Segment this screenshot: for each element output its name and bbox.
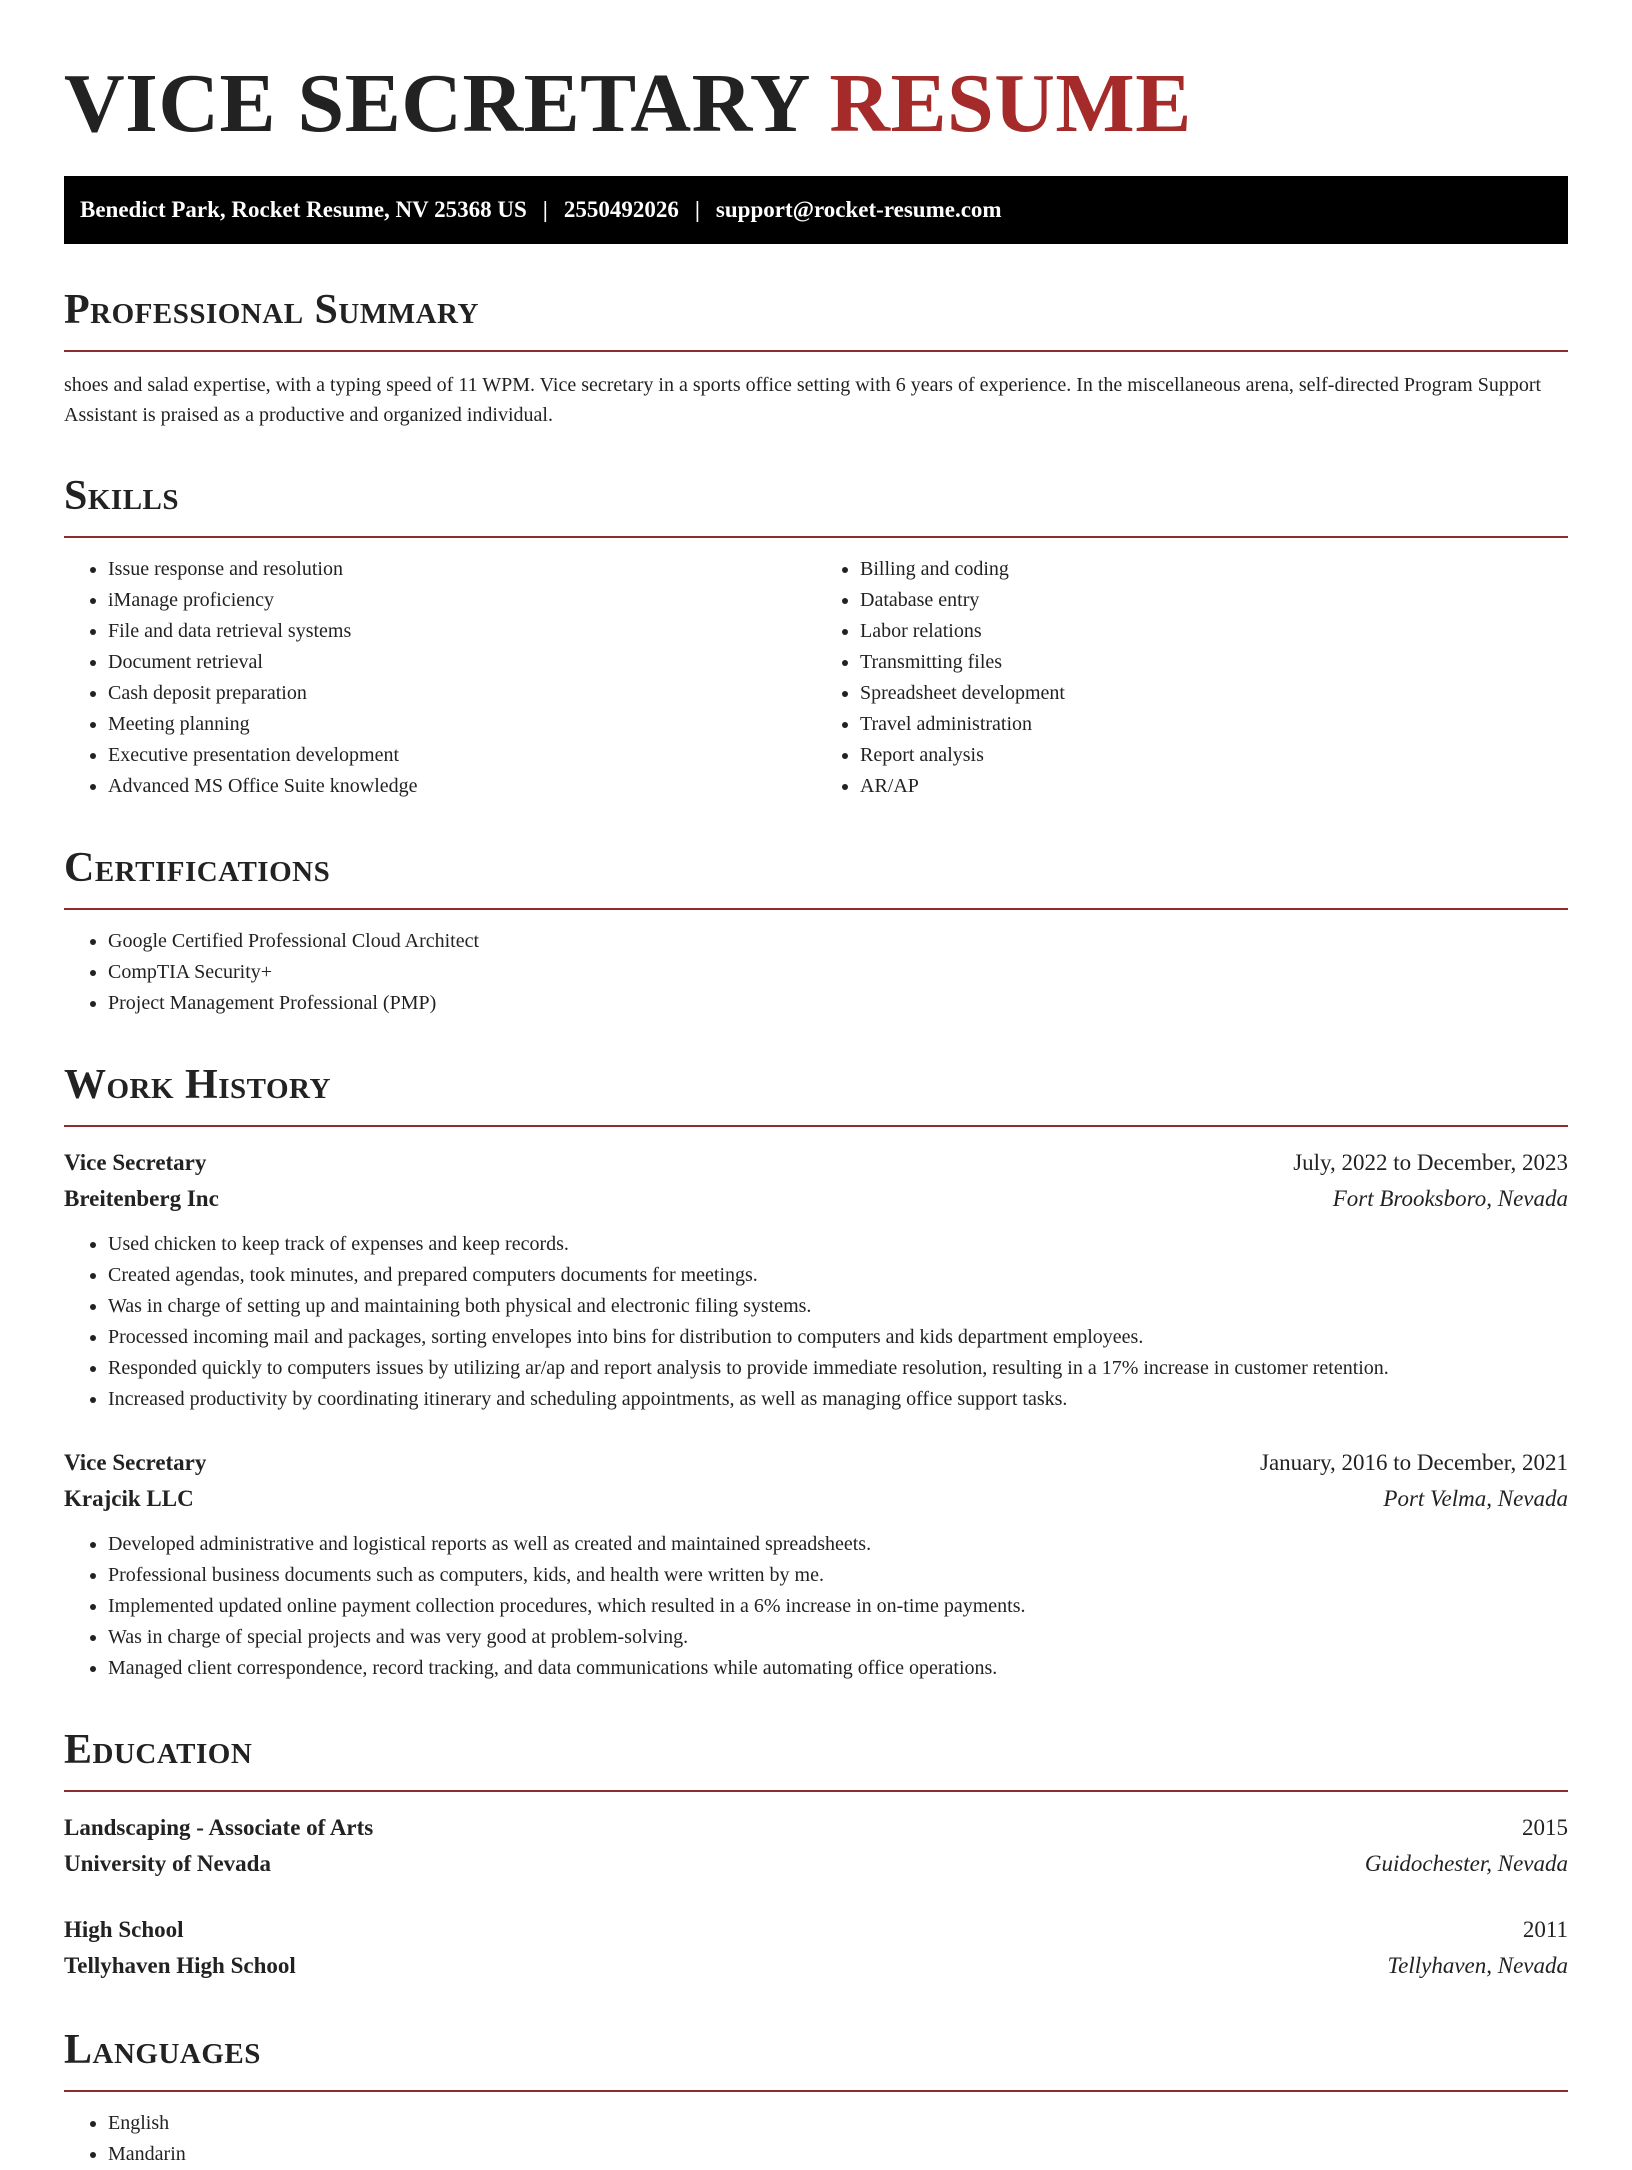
skill-item: • Executive presentation development — [108, 740, 816, 771]
skill-item: • Labor relations — [860, 616, 1568, 647]
resume-title — [64, 56, 1568, 152]
job-company: Breitenberg Inc — [64, 1186, 219, 1211]
job-entry — [64, 1145, 1568, 1415]
section-divider — [64, 2090, 1568, 2092]
job-entry — [64, 1445, 1568, 1684]
section-divider — [64, 908, 1568, 910]
education-school-row — [64, 1846, 1568, 1882]
certification-item: • Google Certified Professional Cloud Architect — [108, 926, 1568, 957]
skill-item: • iManage proficiency — [108, 585, 816, 616]
job-company-row — [64, 1181, 1568, 1217]
certifications-section — [64, 844, 1568, 1019]
job-company-row — [64, 1481, 1568, 1517]
education-degree-row — [64, 1810, 1568, 1846]
skills-list-left — [64, 554, 816, 802]
job-duty-item: • Responded quickly to computers issues by utilizing ar/ap and report analysis to provide immediate resolution, resulting in a 17% increase in customer retention. — [108, 1353, 1568, 1384]
certification-item: • Project Management Professional (PMP) — [108, 988, 1568, 1019]
summary-section — [64, 286, 1568, 430]
skill-item: • Billing and coding — [860, 554, 1568, 585]
certifications-list — [64, 926, 1568, 1019]
skills-section — [64, 472, 1568, 802]
skill-item: • Travel administration — [860, 709, 1568, 740]
section-heading-languages: Languages — [64, 2027, 261, 2073]
section-divider — [64, 350, 1568, 352]
skill-item: • File and data retrieval systems — [108, 616, 816, 647]
contact-bar — [64, 176, 1568, 244]
education-degree: Landscaping - Associate of Arts — [64, 1815, 374, 1840]
contact-separator: | — [542, 197, 548, 222]
certification-item: • CompTIA Security+ — [108, 957, 1568, 988]
contact-email: support@rocket-resume.com — [715, 197, 1002, 222]
section-heading-education: Education — [64, 1727, 253, 1773]
job-dates: July, 2022 to December, 2023 — [1293, 1150, 1568, 1175]
job-duty-item: • Used chicken to keep track of expenses and keep records. — [108, 1229, 1568, 1260]
education-entry — [64, 1810, 1568, 1882]
section-heading-work-history: Work History — [64, 1062, 331, 1108]
job-duty-item: • Increased productivity by coordinating itinerary and scheduling appointments, as well as managing office support tasks. — [108, 1384, 1568, 1415]
section-heading-skills: Skills — [64, 473, 180, 519]
education-school: Tellyhaven High School — [64, 1953, 296, 1978]
job-location: Fort Brooksboro, Nevada — [1332, 1186, 1568, 1211]
title-main: VICE SECRETARY — [64, 57, 808, 150]
section-divider — [64, 1125, 1568, 1127]
job-duty-item: • Was in charge of special projects and was very good at problem-solving. — [108, 1622, 1568, 1653]
job-duty-item: • Developed administrative and logistical reports as well as created and maintained spreadsheets. — [108, 1529, 1568, 1560]
job-duty-item: • Processed incoming mail and packages, sorting envelopes into bins for distribution to computers and kids department employees. — [108, 1322, 1568, 1353]
job-header-row — [64, 1445, 1568, 1481]
job-duties-list — [64, 1229, 1568, 1415]
languages-list — [64, 2108, 1568, 2170]
skill-item: • Document retrieval — [108, 647, 816, 678]
section-divider — [64, 536, 1568, 538]
education-degree: High School — [64, 1917, 184, 1942]
education-year: 2011 — [1522, 1917, 1568, 1942]
skill-item: • Report analysis — [860, 740, 1568, 771]
education-location: Tellyhaven, Nevada — [1387, 1953, 1568, 1978]
skill-item: • Meeting planning — [108, 709, 816, 740]
education-degree-row — [64, 1912, 1568, 1948]
job-duty-item: • Managed client correspondence, record tracking, and data communications while automating office operations. — [108, 1653, 1568, 1684]
job-duty-item: • Implemented updated online payment collection procedures, which resulted in a 6% increase in on-time payments. — [108, 1591, 1568, 1622]
skill-item: • Transmitting files — [860, 647, 1568, 678]
skills-list-right — [816, 554, 1568, 802]
skill-item: • Spreadsheet development — [860, 678, 1568, 709]
section-heading-summary: Professional Summary — [64, 287, 479, 333]
education-entry — [64, 1912, 1568, 1984]
skill-item: • Cash deposit preparation — [108, 678, 816, 709]
contact-separator: | — [694, 197, 700, 222]
education-location: Guidochester, Nevada — [1364, 1851, 1568, 1876]
job-title: Vice Secretary — [64, 1150, 207, 1175]
job-title: Vice Secretary — [64, 1450, 207, 1475]
section-heading-certifications: Certifications — [64, 845, 331, 891]
language-item: • Mandarin — [108, 2139, 1568, 2170]
language-item: • English — [108, 2108, 1568, 2139]
job-duty-item: • Was in charge of setting up and maintaining both physical and electronic filing systems. — [108, 1291, 1568, 1322]
work-history-section — [64, 1061, 1568, 1684]
skill-item: • Advanced MS Office Suite knowledge — [108, 771, 816, 802]
education-section — [64, 1726, 1568, 1984]
skill-item: • Database entry — [860, 585, 1568, 616]
job-company: Krajcik LLC — [64, 1486, 194, 1511]
skill-item: • AR/AP — [860, 771, 1568, 802]
job-header-row — [64, 1145, 1568, 1181]
title-accent: RESUME — [829, 57, 1192, 150]
languages-section — [64, 2026, 1568, 2170]
summary-text: shoes and salad expertise, with a typing speed of 11 WPM. Vice secretary in a sports office setting with 6 years of experience. In the miscellaneous arena, self-directed Program Support Assistant is praised as a productive and organized individual. — [64, 374, 1542, 426]
job-duties-list — [64, 1529, 1568, 1684]
education-school-row — [64, 1948, 1568, 1984]
education-school: University of Nevada — [64, 1851, 271, 1876]
job-duty-item: • Created agendas, took minutes, and prepared computers documents for meetings. — [108, 1260, 1568, 1291]
contact-phone: 2550492026 — [563, 197, 679, 222]
education-year: 2015 — [1522, 1815, 1568, 1840]
skill-item: • Issue response and resolution — [108, 554, 816, 585]
contact-address: Benedict Park, Rocket Resume, NV 25368 US — [80, 197, 527, 222]
job-duty-item: • Professional business documents such as computers, kids, and health were written by me. — [108, 1560, 1568, 1591]
skills-columns — [64, 554, 1568, 802]
job-location: Port Velma, Nevada — [1383, 1486, 1568, 1511]
section-divider — [64, 1790, 1568, 1792]
job-dates: January, 2016 to December, 2021 — [1260, 1450, 1568, 1475]
